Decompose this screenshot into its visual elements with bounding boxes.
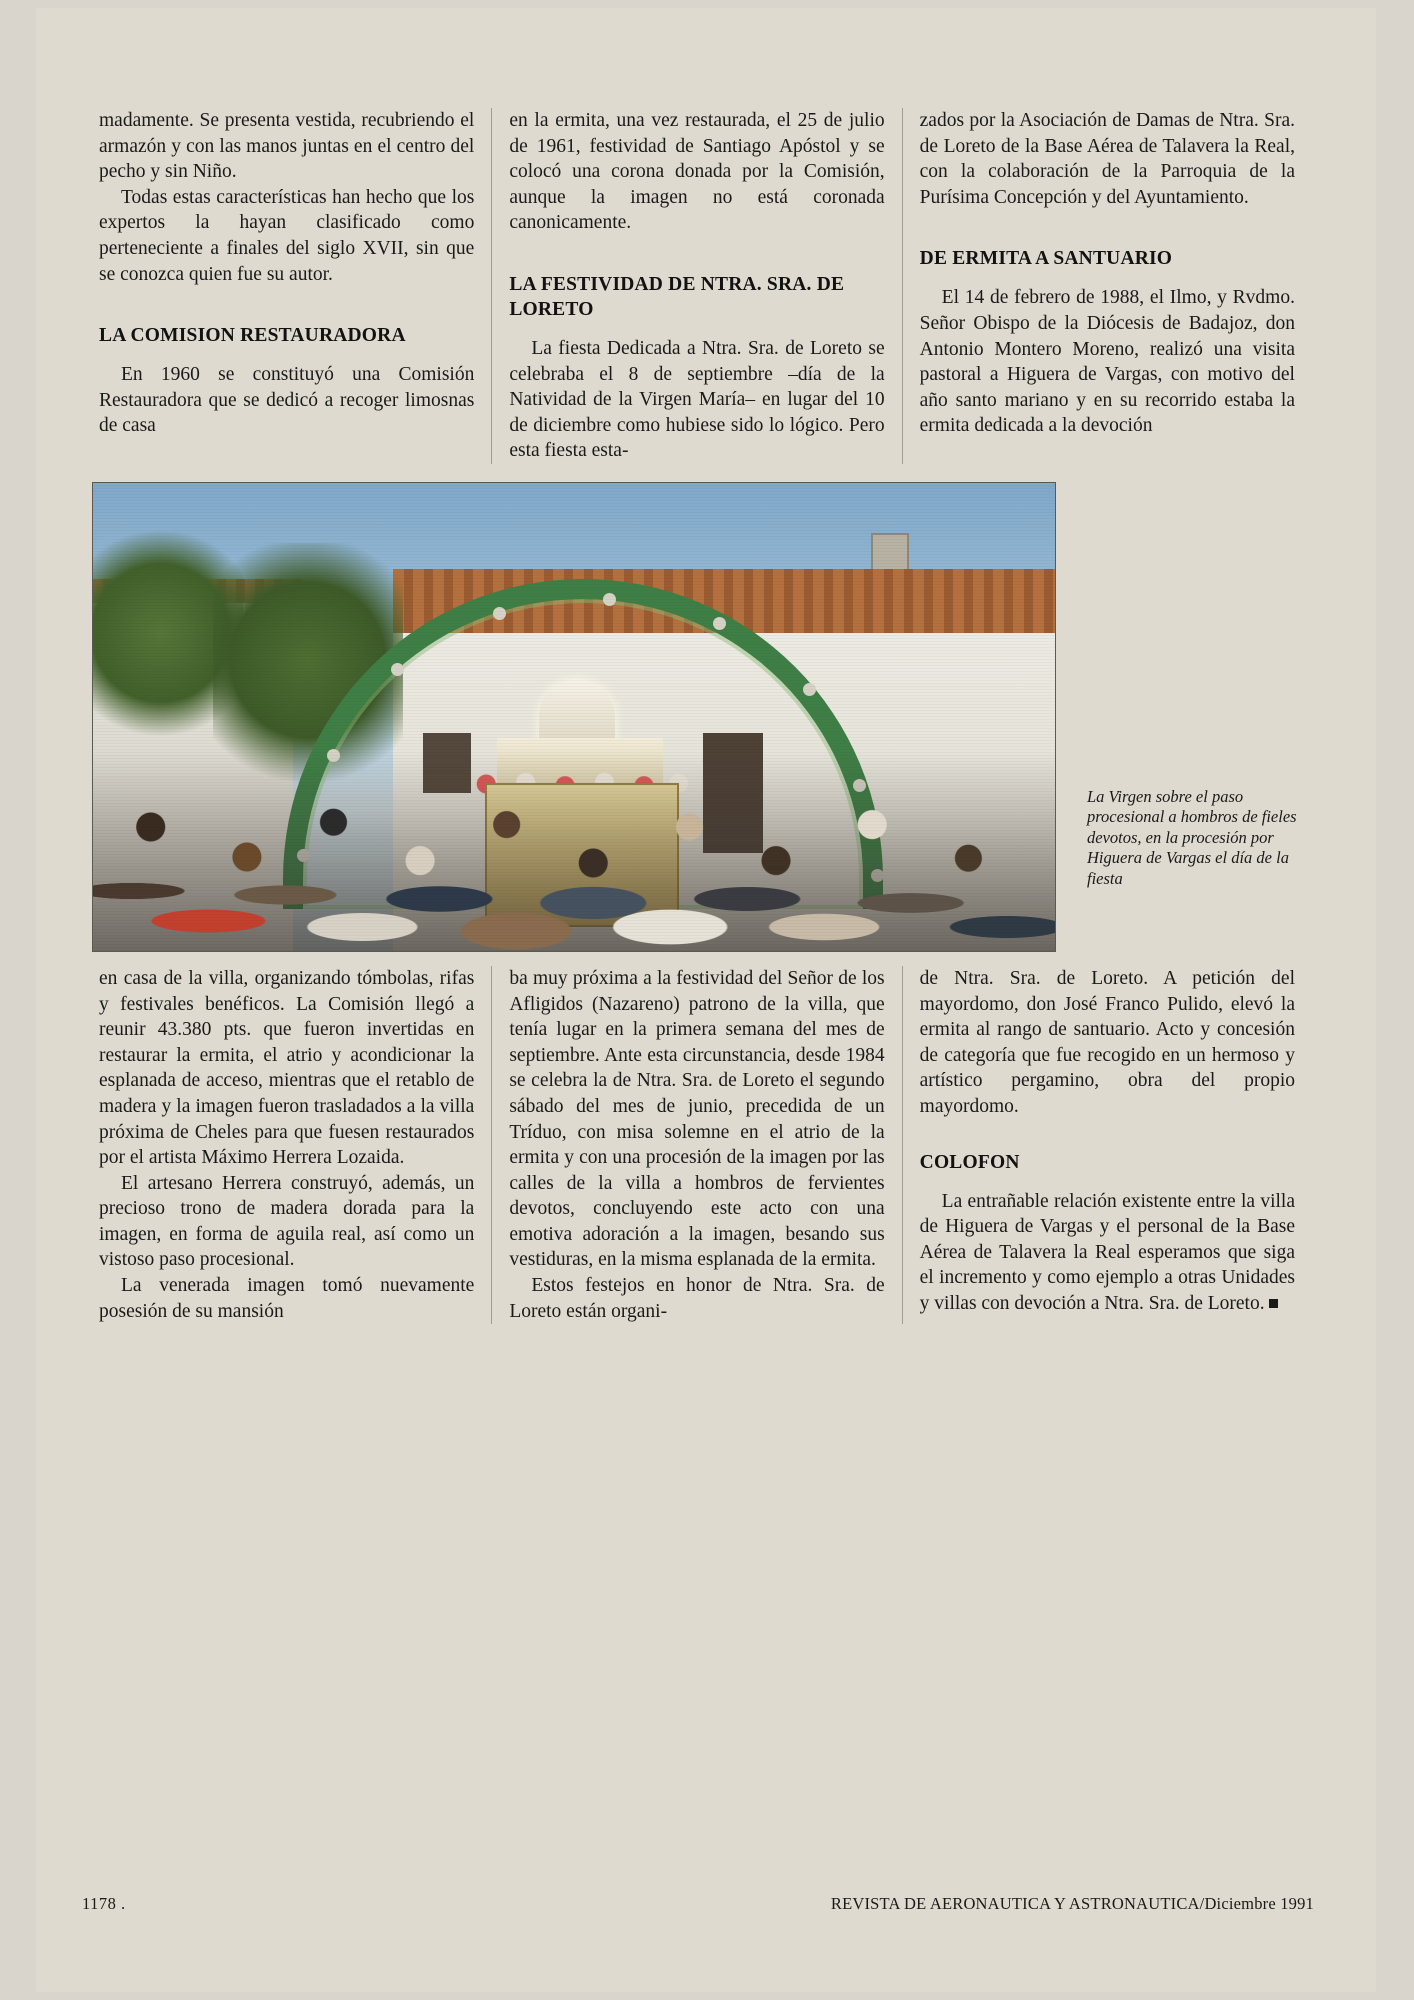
- column-right-top: [902, 108, 1312, 464]
- column-left-top: [82, 108, 491, 464]
- paragraph: Todas estas características han hecho que los expertos la hayan clasificado como perteneciente a finales del siglo XVII, sin que se conozca quien fue su autor.: [99, 186, 475, 285]
- bottom-column-group: [82, 966, 1312, 1324]
- column-center-top: [491, 108, 901, 464]
- paragraph: en la ermita, una vez restaurada, el 25 de julio de 1961, festividad de Santiago Apóstol y se colocó una corona donada por la Comisión, aunque la imagen no está coronada canonicamente.: [509, 110, 885, 234]
- section-heading: DE ERMITA A SANTUARIO: [919, 248, 1173, 270]
- paragraph-text: La entrañable relación existente entre la villa de Higuera de Vargas y el personal de la Base Aérea de Talavera la Real esperamos que siga el incremento y como ejemplo a otras Unidades y villas con devoción a Ntra. Sra. de Loreto.: [919, 1190, 1295, 1314]
- paragraph: [920, 1189, 1295, 1317]
- column-right-bottom: [902, 966, 1312, 1324]
- column-left-bottom: [82, 966, 491, 1324]
- section-heading: COLOFON: [919, 1151, 1020, 1173]
- paragraph: En 1960 se constituyó una Comisión Restauradora que se dedicó a recoger limosnas de casa: [99, 364, 475, 437]
- column-center-bottom: [491, 966, 901, 1324]
- figure-caption: La Virgen sobre el paso procesional a hombros de fieles devotos, en la procesión por Higuera de Vargas el día de la fiesta: [1087, 786, 1297, 888]
- paragraph: El 14 de febrero de 1988, el Ilmo, y Rvdmo. Señor Obispo de la Diócesis de Badajoz, don Antonio Montero Moreno, realizó una visita pastoral a Higuera de Vargas, con motivo del año santo mariano y en su recorrido estaba la ermita dedicada a la devoción: [919, 287, 1295, 437]
- end-of-article-mark: [1269, 1299, 1278, 1308]
- paragraph: La venerada imagen tomó nuevamente posesión de su mansión: [99, 1275, 475, 1322]
- section-heading: LA COMISION RESTAURADORA: [99, 325, 406, 347]
- paragraph: zados por la Asociación de Damas de Ntra. Sra. de Loreto de la Base Aérea de Talavera la Real, con la colaboración de la Parroquia de la Purísima Concepción y del Ayuntamiento.: [919, 110, 1295, 208]
- page-content: [82, 108, 1312, 1868]
- paragraph: El artesano Herrera construyó, además, un precioso trono de madera dorada para la imagen, en forma de aguila real, así como un vistoso paso procesional.: [99, 1172, 475, 1271]
- section-heading: LA FESTIVIDAD DE NTRA. SRA. DE LORETO: [509, 273, 845, 320]
- paragraph: de Ntra. Sra. de Loreto. A petición del mayordomo, don José Franco Pulido, elevó la ermita al rango de santuario. Acto y concesión de categoría que fue recogido en un hermoso y artístico pergamino, obra del propio mayordomo.: [919, 967, 1295, 1117]
- crowd-figures: [93, 791, 1055, 911]
- paragraph: La fiesta Dedicada a Ntra. Sra. de Loreto se celebraba el 8 de septiembre –día de la Natividad de la Virgen María– en lugar del 10 de diciembre como hubiese sido lo lógico. Pero esta fiesta esta-: [509, 337, 885, 462]
- top-column-group: [82, 108, 1312, 464]
- paragraph: madamente. Se presenta vestida, recubriendo el armazón y con las manos juntas en el centro del pecho y sin Niño.: [99, 110, 475, 183]
- procession-photo: [92, 482, 1056, 952]
- paragraph: Estos festejos en honor de Ntra. Sra. de Loreto están organi-: [509, 1275, 885, 1322]
- paragraph: en casa de la villa, organizando tómbolas, rifas y festivales benéficos. La Comisión llegó a reunir 43.380 pts. que fueron invertidas en restaurar la ermita, el atrio y acondicionar la esplanada de acceso, mientras que el retablo de madera y la imagen fueron trasladados a la villa próxima de Cheles para que fuesen restaurados por el artista Máximo Herrera Lozaida.: [99, 967, 475, 1169]
- figure: [82, 482, 1312, 952]
- publication-line: REVISTA DE AERONAUTICA Y ASTRONAUTICA/Diciembre 1991: [830, 1894, 1314, 1913]
- paragraph: ba muy próxima a la festividad del Señor de los Afligidos (Nazareno) patrono de la villa, que tenía lugar en la primera semana del mes de septiembre. Ante esta circunstancia, desde 1984 se celebra la de Ntra. Sra. de Loreto el segundo sábado del mes de junio, precedida de un Tríduo, con misa solemne en el atrio de la ermita y con una procesión de la imagen por las calles de la villa a hombros de fervientes devotos, concluyendo este acto con una emotiva adoración a la imagen, besando sus vestiduras, en la misma esplanada de la ermita.: [509, 967, 885, 1271]
- page-footer: [82, 1894, 1314, 1914]
- page-number: 1178 .: [82, 1894, 126, 1913]
